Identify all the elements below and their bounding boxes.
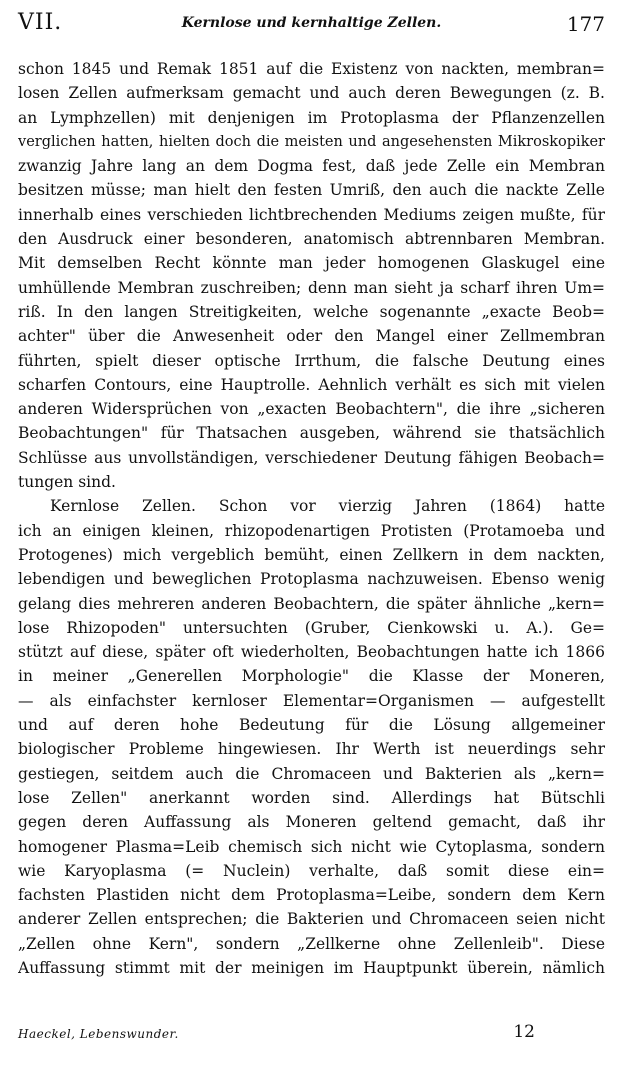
text-line: gelang dies mehreren anderen Beobachtern, die später ähnliche „kern=: [18, 594, 605, 613]
text-line: besitzen müsse; man hielt den festen Umriß, den auch die nackte Zelle: [18, 181, 605, 200]
text-line: tungen sind.: [18, 473, 116, 492]
text-line: gestiegen, seitdem auch die Chromaceen und Bakterien als „kern=: [18, 764, 605, 783]
text-line: „Zellen ohne Kern", sondern „Zellkerne ohne Zellenleib". Diese: [18, 934, 605, 953]
text-line: gegen deren Auffassung als Moneren geltend gemacht, daß ihr: [18, 813, 605, 832]
text-line: den Ausdruck einer besonderen, anatomisch abtrennbaren Membran.: [18, 230, 605, 249]
text-line: homogener Plasma=Leib chemisch sich nicht wie Cytoplasma, sondern: [18, 837, 605, 856]
text-line: lose Rhizopoden" untersuchten (Gruber, Cienkowski u. A.). Ge=: [18, 618, 605, 637]
text-line: stützt auf diese, später oft wiederholten, Beobachtungen hatte ich 1866: [18, 643, 605, 662]
text-line: — als einfachster kernloser Elementar=Organismen — aufgestellt: [18, 691, 605, 710]
text-line: innerhalb eines verschieden lichtbrechenden Mediums zeigen mußte, für: [18, 205, 605, 224]
text-line: anderen Widersprüchen von „exacten Beobachtern", die ihre „sicheren: [18, 400, 605, 419]
text-line: ich an einigen kleinen, rhizopodenartigen Protisten (Protamoeba und: [18, 521, 605, 540]
text-line: führten, spielt dieser optische Irrthum, die falsche Deutung eines: [18, 351, 605, 370]
running-title: Kernlose und kernhaltige Zellen.: [181, 15, 442, 31]
text-line: schon 1845 und Remak 1851 auf die Existenz von nackten, membran=: [18, 60, 605, 78]
text-line: lose Zellen" anerkannt worden sind. Allerdings hat Bütschli: [18, 788, 605, 807]
sheet-number: 12: [513, 1022, 535, 1042]
text-line: umhüllende Membran zuschreiben; denn man sieht ja scharf ihren Um=: [18, 278, 605, 297]
page-footer: [18, 1022, 535, 1046]
page-number: 177: [566, 12, 605, 36]
text-line: verglichen hatten, hielten doch die meisten und angesehensten Mikroskopiker: [18, 133, 605, 150]
paragraph-2: [18, 494, 605, 980]
text-line: anderer Zellen entsprechen; die Bakterien und Chromaceen seien nicht: [18, 910, 605, 929]
text-line: fachsten Plastiden nicht dem Protoplasma=Leibe, sondern dem Kern: [18, 886, 605, 905]
text-line: Protogenes) mich vergeblich bemüht, einen Zellkern in dem nackten,: [18, 545, 605, 564]
text-line: achter" über die Anwesenheit oder den Mangel einer Zellmembran: [18, 327, 605, 346]
text-line: riß. In den langen Streitigkeiten, welche sogenannte „exacte Beob=: [18, 302, 605, 321]
text-line: wie Karyoplasma (= Nuclein) verhalte, daß somit diese ein=: [18, 861, 605, 880]
text-line: zwanzig Jahre lang an dem Dogma fest, daß jede Zelle ein Membran: [18, 157, 605, 176]
body-text: [18, 57, 605, 980]
text-line: lebendigen und beweglichen Protoplasma nachzuweisen. Ebenso wenig: [18, 570, 605, 589]
text-line: Auffassung stimmt mit der meinigen im Hauptpunkt überein, nämlich: [18, 958, 605, 977]
text-line: an Lymphzellen) mit denjenigen im Protoplasma der Pflanzenzellen: [18, 108, 605, 127]
signature-mark: Haeckel, Lebenswunder.: [18, 1027, 179, 1041]
section-heading-line: Kernlose Zellen. Schon vor vierzig Jahren (1864) hatte: [50, 497, 605, 516]
text-line: biologischer Probleme hingewiesen. Ihr Werth ist neuerdings sehr: [18, 740, 605, 759]
text-line: losen Zellen aufmerksam gemacht und auch deren Bewegungen (z. B.: [18, 84, 605, 103]
text-line: scharfen Contours, eine Hauptrolle. Aehnlich verhält es sich mit vielen: [18, 375, 605, 394]
text-line: Beobachtungen" für Thatsachen ausgeben, während sie thatsächlich: [18, 424, 605, 443]
text-line: Mit demselben Recht könnte man jeder homogenen Glaskugel eine: [18, 254, 605, 273]
paragraph-1: [18, 57, 605, 494]
chapter-number: VII.: [18, 10, 63, 35]
text-line: in meiner „Generellen Morphologie" die Klasse der Moneren,: [18, 667, 605, 686]
running-header: [18, 10, 605, 40]
text-line: Schlüsse aus unvollständigen, verschiedener Deutung fähigen Beobach=: [18, 448, 605, 467]
text-line: und auf deren hohe Bedeutung für die Lösung allgemeiner: [18, 716, 605, 735]
